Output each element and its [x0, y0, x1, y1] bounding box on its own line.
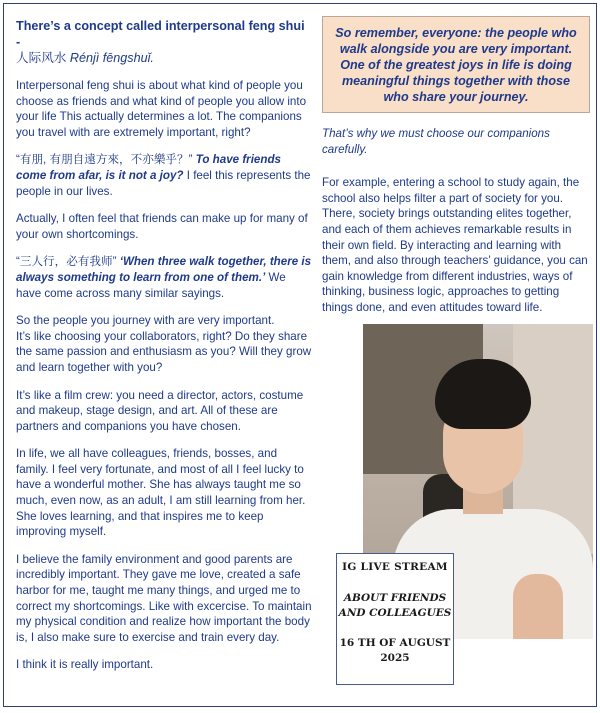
stream-topic-line-2: AND COLLEAGUES	[338, 607, 452, 619]
article-title	[16, 18, 312, 66]
paragraph-4-rest: We have come across many similar sayings.	[16, 270, 286, 300]
photo-hand	[513, 574, 563, 639]
stream-date-line-1: 16 TH OF AUGUST	[339, 637, 451, 649]
stream-topic-line-1: ABOUT FRIENDS	[343, 592, 447, 604]
title-text: There’s a concept called interpersonal feng shui -	[16, 19, 305, 49]
paragraph-6: It’s like a film crew: you need a director, actors, costume and makeup, stage design, and art. All of these are partners and companions you have chosen.	[16, 388, 304, 433]
title-chinese: 人际风水	[16, 51, 67, 65]
stream-date-line-2: 2025	[380, 652, 410, 664]
paragraph-5-line: So the people you journey with are very important.	[16, 314, 275, 328]
paragraph-5	[16, 313, 312, 375]
paragraph-5-rest: It’s like choosing your collaborators, right? Do they share the same passion and enthusiasm as you? Will they grow and learn together with you?	[16, 329, 312, 374]
paragraph-2	[16, 152, 312, 199]
right-column	[322, 16, 590, 328]
quote-english-1: To have friends come from afar, is it not a joy?	[16, 153, 281, 182]
quote-chinese-2: “三人行，必有我师”	[16, 255, 117, 269]
quote-english-2: ‘When three walk together, there is always something to learn from one of them.’	[16, 255, 312, 284]
paragraph-4	[16, 254, 312, 301]
stream-topic	[337, 591, 453, 621]
page	[3, 3, 597, 707]
title-pinyin: Rénjì fēngshuǐ.	[69, 51, 154, 65]
companions-note: That’s why we must choose our companions carefully.	[322, 127, 550, 156]
left-column	[16, 18, 312, 685]
paragraph-7: In life, we all have colleagues, friends, bosses, and family. I feel very fortunate, and most of all I feel lucky to have a wonderful mother. She has always taught me so much, even now, as an adult, I am still learning from her. She loves learning, and that inspires me to keep improving myself.	[16, 447, 306, 539]
paragraph-8: I believe the family environment and good parents are incredibly important. They gave me love, created a safe harbor for me, taught me many things, and urged me to correct my shortcomings. Like with excercise. To maintain my physical condition and realize how important the body is, I also make sure to exercise and train every day.	[16, 552, 312, 644]
quote-chinese-1: “有朋, 有朋自遠方來，不亦樂乎？”	[16, 153, 193, 167]
stream-date	[337, 636, 453, 666]
highlight-quote-box: So remember, everyone: the people who walk alongside you are very important. One of the greatest joys in life is doing meaningful things together with those who share your journey.	[322, 16, 590, 113]
stream-heading: IG LIVE STREAM	[342, 561, 448, 573]
paragraph-9: I think it is really important.	[16, 658, 154, 672]
paragraph-2-rest: I feel this represents the people in our lives.	[16, 168, 311, 198]
live-stream-card	[336, 553, 454, 685]
paragraph-1: Interpersonal feng shui is about what kind of people you choose as friends and what kind of people you allow into your life This actually determines a lot. The companions you travel with are extremely important, right?	[16, 79, 307, 139]
right-paragraph-1: For example, entering a school to study again, the school also helps filter a part of society for you. There, society brings outstanding elites together, and each of them achieves remarkable results in their own field. By interacting and learning with them, and also through teachers’ guidance, you can gain knowledge from different industries, ways of thinking, business logic, approaches to getting things done, and even attitudes toward life.	[322, 176, 588, 314]
photo-hair	[435, 359, 531, 429]
paragraph-3: Actually, I often feel that friends can make up for many of your own shortcomings.	[16, 212, 308, 241]
